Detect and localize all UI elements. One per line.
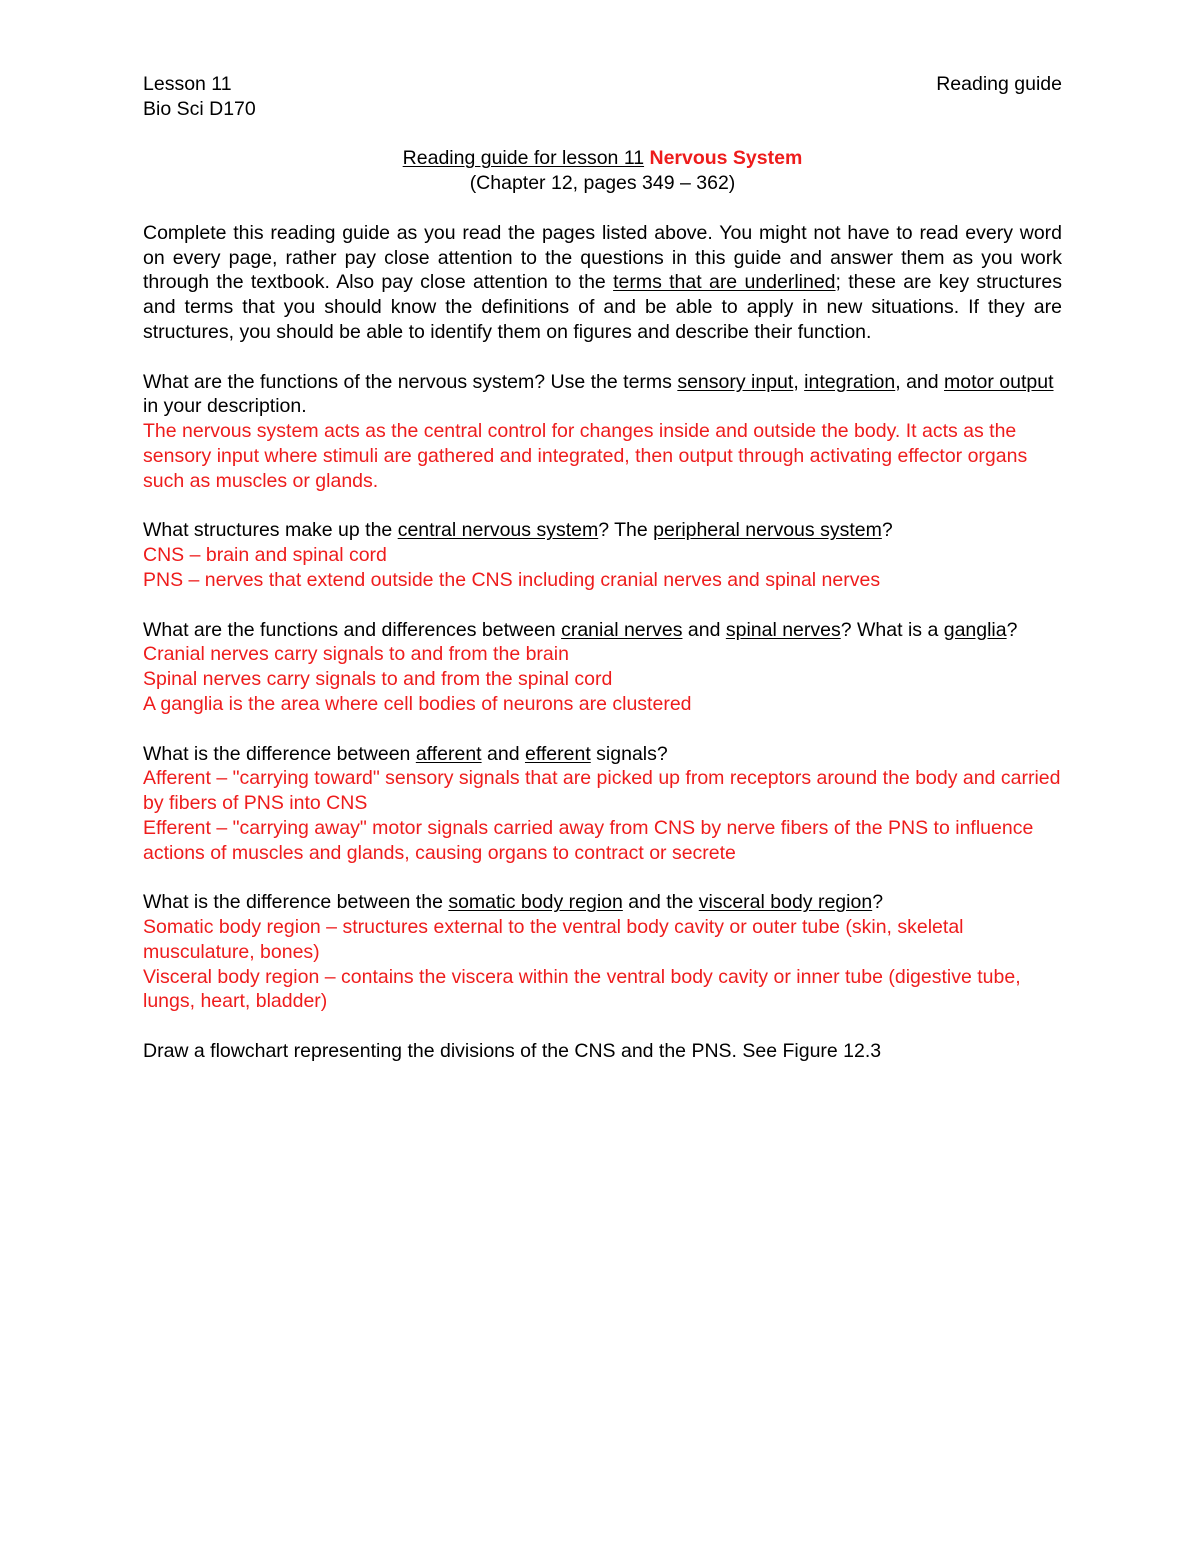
title-topic: Nervous System: [649, 147, 803, 170]
intro-underlined-term: terms that are underlined: [613, 271, 836, 294]
answer-2-pns: PNS – nerves that extend outside the CNS including cranial nerves and spinal nerves: [143, 568, 881, 591]
question-block-1: [143, 370, 1062, 494]
question-block-5: [143, 890, 1062, 1014]
lesson-label: Lesson 11: [143, 73, 232, 95]
term-visceral-body-region: visceral body region: [698, 891, 873, 914]
term-somatic-body-region: somatic body region: [448, 891, 623, 914]
title-prefix: Reading guide for lesson 11: [402, 147, 645, 170]
answer-2-cns: CNS – brain and spinal cord: [143, 544, 387, 567]
document-title: [143, 146, 1062, 171]
answer-4-efferent: Efferent – "carrying away" motor signals carried away from CNS by nerve fibers of the PNS to influence actions of muscles and glands, causing organs to contract or secrete: [143, 816, 1034, 864]
doc-type-label: Reading guide: [936, 73, 1062, 95]
answer-3-cranial: Cranial nerves carry signals to and from the brain: [143, 643, 569, 666]
intro-paragraph: Complete this reading guide as you read the pages listed above. You might not have to read every word on every page, rather pay close attention to the questions in this guide and answer them as you work through the textbook. Also pay close attention to the terms that are underlined; these are key structures and terms that you should know the definitions of and be able to apply in new situations. If they are structures, you should be able to identify them on figures and describe their function.: [143, 221, 1062, 343]
term-efferent: efferent: [524, 742, 591, 765]
term-ganglia: ganglia: [943, 618, 1007, 641]
answer-1: The nervous system acts as the central control for changes inside and outside the body. It acts as the sensory input where stimuli are gathered and integrated, then output through activating effector organs such as muscles or glands.: [143, 420, 1028, 492]
chapter-reference: (Chapter 12, pages 349 – 362): [469, 172, 736, 195]
term-afferent: afferent: [415, 742, 482, 765]
term-motor-output: motor output: [944, 370, 1054, 393]
answer-4-afferent: Afferent – "carrying toward" sensory signals that are picked up from receptors around the body and carried by fibers of PNS into CNS: [143, 767, 1061, 815]
answer-5-somatic: Somatic body region – structures external to the ventral body cavity or outer tube (skin, skeletal musculature, bones): [143, 916, 964, 963]
question-2: What structures make up the central nervous system? The peripheral nervous system?: [143, 519, 893, 542]
page-header: [143, 72, 1062, 97]
term-spinal-nerves: spinal nerves: [725, 618, 841, 641]
answer-3-spinal: Spinal nerves carry signals to and from the spinal cord: [143, 668, 613, 691]
question-1: What are the functions of the nervous system? Use the terms sensory input, integration, and motor output in your description.: [143, 370, 1054, 418]
question-3: What are the functions and differences between cranial nerves and spinal nerves? What is a ganglia?: [143, 618, 1018, 641]
term-peripheral-nervous-system: peripheral nervous system: [653, 519, 882, 542]
question-block-3: [143, 618, 1062, 717]
document-content: [143, 72, 1062, 1064]
term-sensory-input: sensory input: [677, 370, 794, 393]
term-integration: integration: [804, 370, 896, 393]
question-block-2: [143, 518, 1062, 592]
term-cranial-nerves: cranial nerves: [561, 618, 683, 641]
question-4: What is the difference between afferent and efferent signals?: [143, 742, 668, 765]
course-label: Bio Sci D170: [143, 97, 256, 120]
answer-5-visceral: Visceral body region – contains the viscera within the ventral body cavity or inner tube (digestive tube, lungs, heart, bladder): [143, 965, 1021, 1013]
term-central-nervous-system: central nervous system: [397, 519, 599, 542]
answer-3-ganglia: A ganglia is the area where cell bodies of neurons are clustered: [143, 692, 692, 715]
question-6: Draw a flowchart representing the divisions of the CNS and the PNS. See Figure 12.3: [143, 1040, 882, 1063]
question-5: What is the difference between the somatic body region and the visceral body region?: [143, 891, 884, 914]
question-block-4: [143, 742, 1062, 866]
